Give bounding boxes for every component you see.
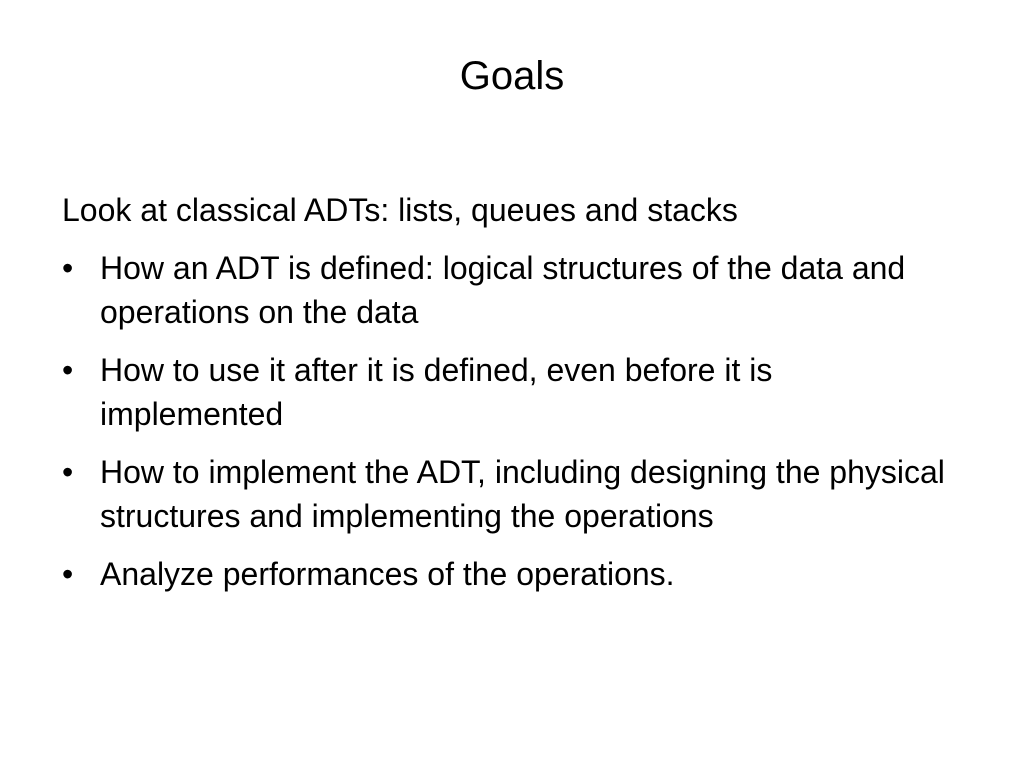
bullet-dot-icon: • [62, 250, 74, 286]
bullet-item [62, 246, 962, 334]
bullet-dot-icon: • [62, 454, 74, 490]
slide-title: Goals [459, 54, 565, 98]
bullet-item [62, 552, 962, 596]
bullet-item [62, 348, 962, 436]
bullet-dot-icon: • [62, 556, 74, 592]
bullet-list [62, 246, 962, 596]
bullet-dot-icon: • [62, 352, 74, 388]
bullet-text: How an ADT is defined: logical structures of the data and operations on the data [100, 250, 906, 330]
slide-body [62, 188, 962, 610]
intro-line: Look at classical ADTs: lists, queues and stacks [62, 192, 738, 228]
bullet-text: How to use it after it is defined, even before it is implemented [100, 352, 773, 432]
bullet-text: How to implement the ADT, including designing the physical structures and implementing the operations [100, 454, 945, 534]
bullet-text: Analyze performances of the operations. [100, 556, 675, 592]
bullet-item [62, 450, 962, 538]
